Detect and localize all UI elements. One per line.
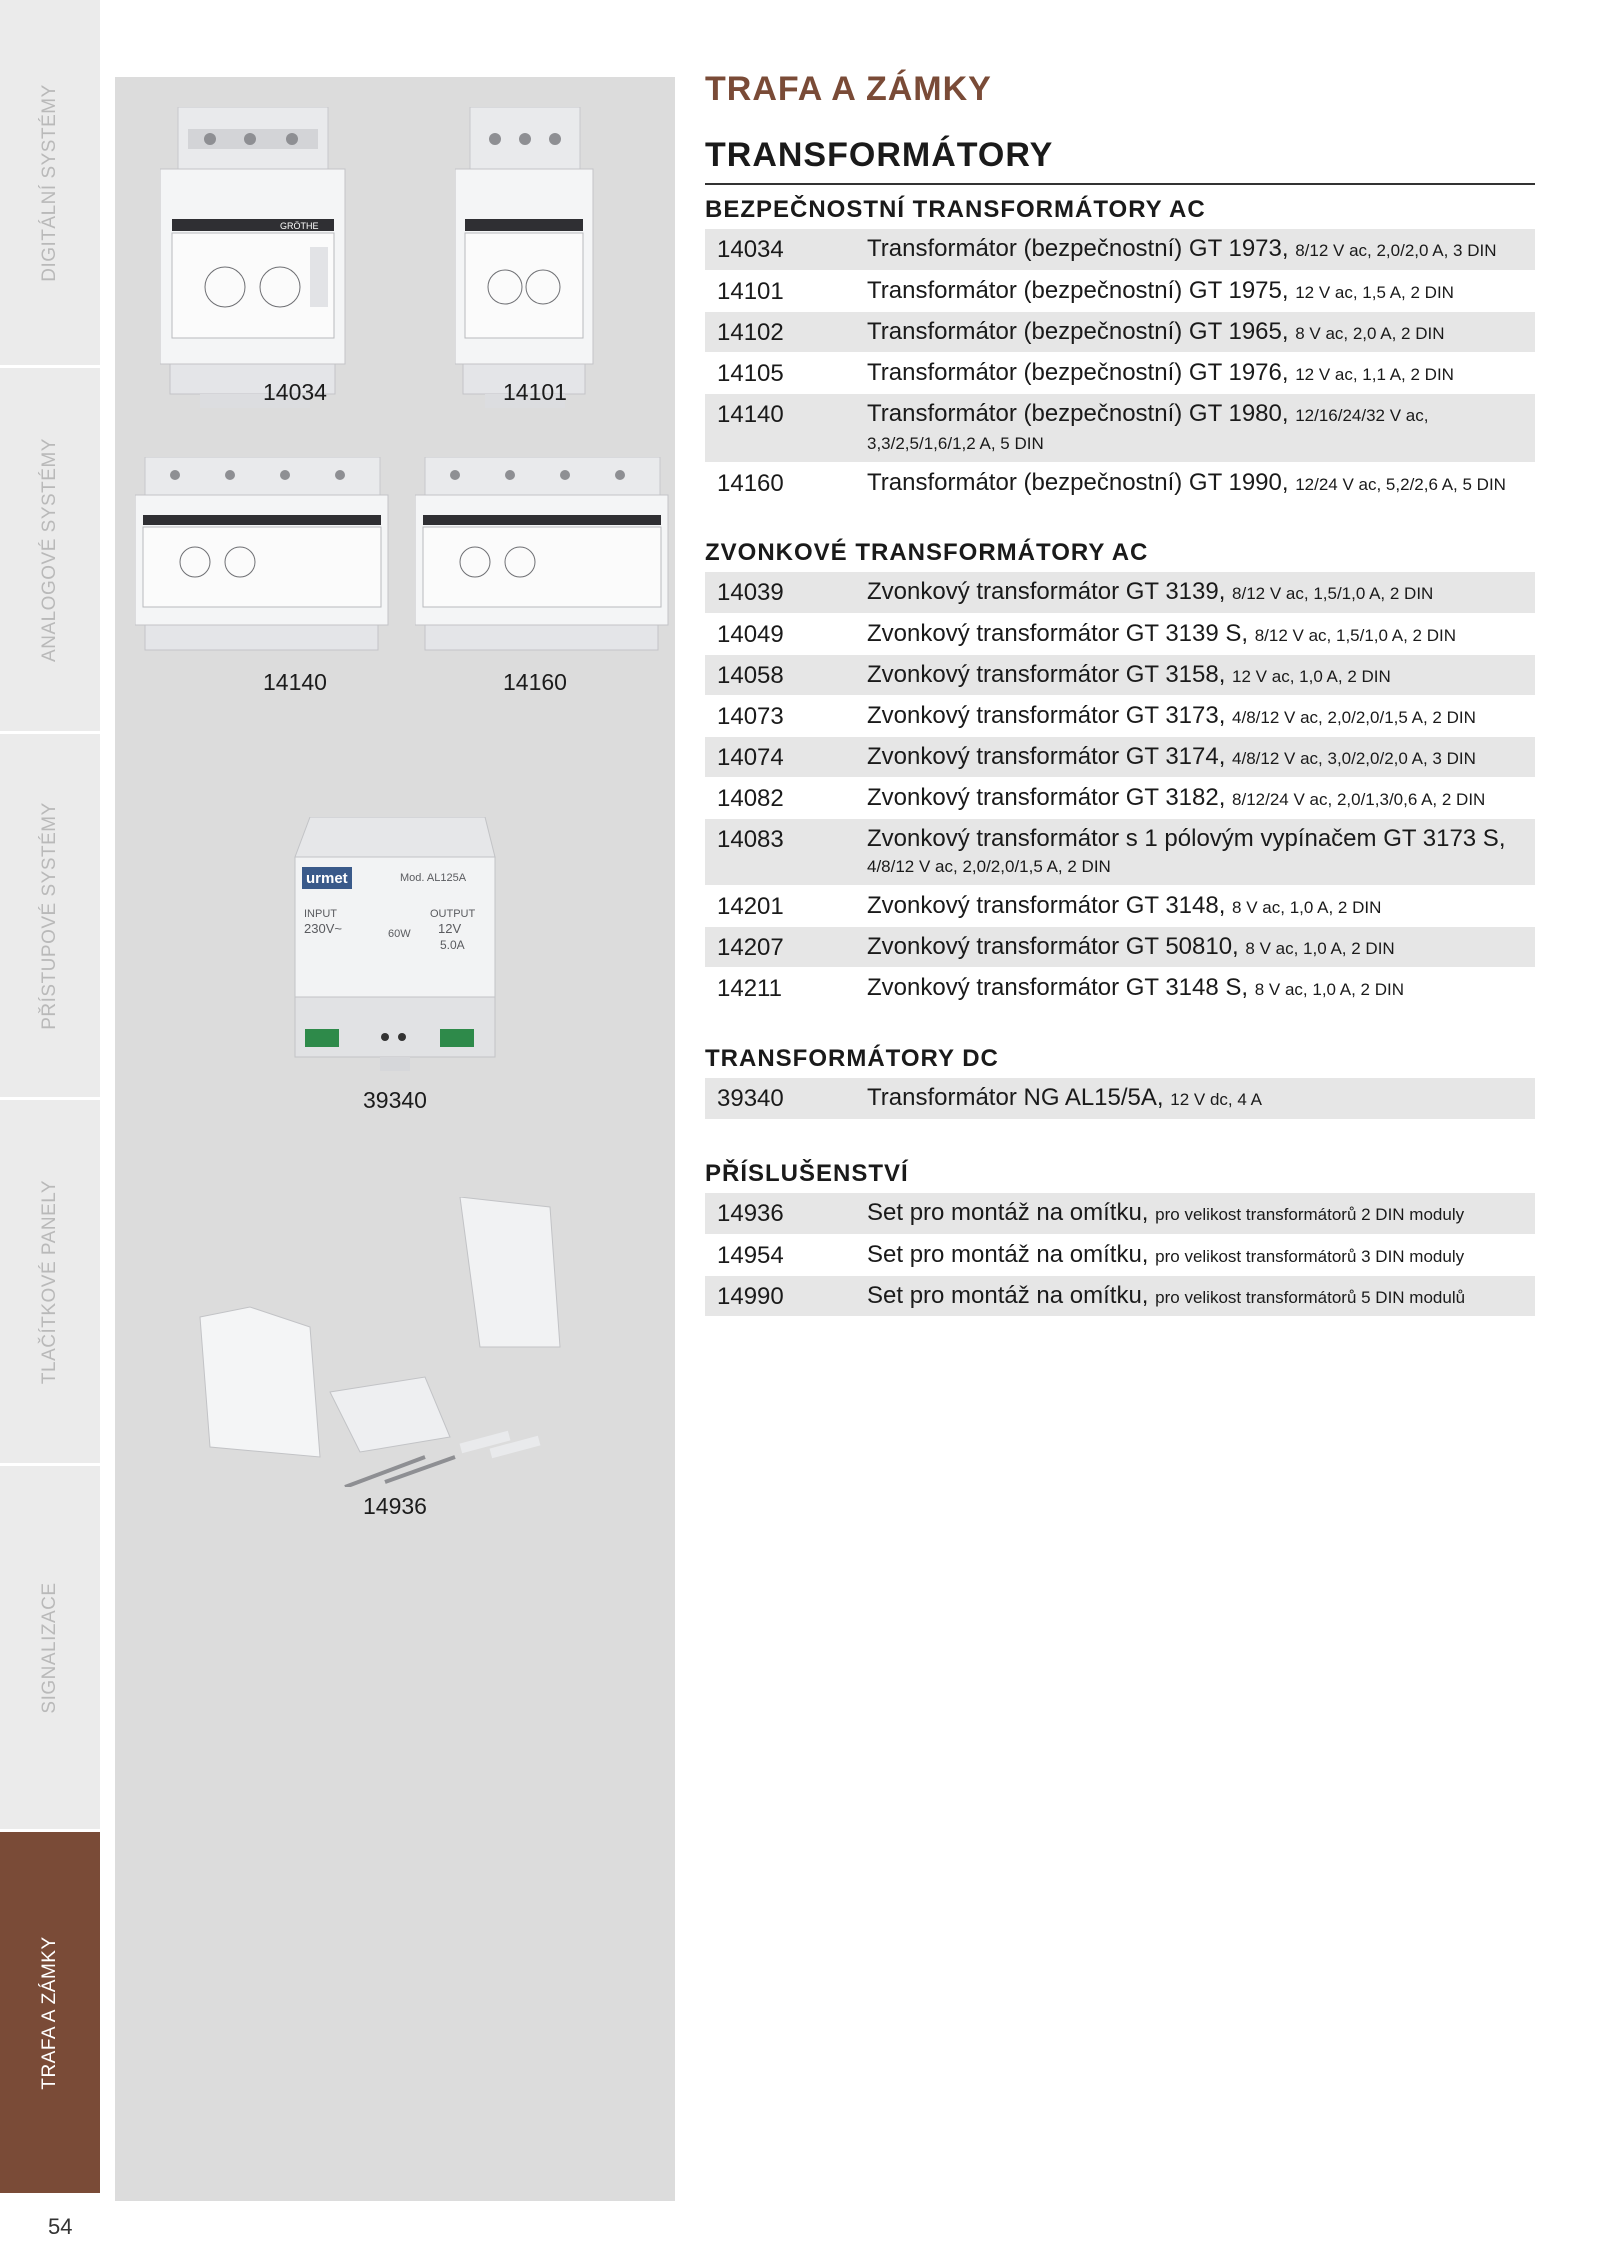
product-description: Transformátor (bezpečnostní) GT 1965, 8 V ac, 2,0 A, 2 DIN xyxy=(867,318,1445,345)
page-number: 54 xyxy=(48,2214,73,2239)
product-description: Set pro montáž na omítku, pro velikost transformátorů 2 DIN moduly xyxy=(867,1199,1465,1226)
product-description: Set pro montáž na omítku, pro velikost transformátorů 5 DIN modulů xyxy=(867,1282,1466,1309)
group-heading: TRANSFORMÁTORY DC xyxy=(705,1045,999,1072)
product-code: 14083 xyxy=(717,826,784,853)
transformer-14140-image xyxy=(135,457,390,662)
product-code: 14102 xyxy=(717,319,784,346)
group-heading: PŘÍSLUŠENSTVÍ xyxy=(705,1160,909,1187)
product-description: Zvonkový transformátor GT 3173, 4/8/12 V ac, 2,0/2,0/1,5 A, 2 DIN xyxy=(867,702,1476,729)
product-description: Zvonkový transformátor GT 50810, 8 V ac, 1,0 A, 2 DIN xyxy=(867,933,1395,960)
product-description: Transformátor (bezpečnostní) GT 1980, 12/16/24/32 V ac, 3,3/2,5/1,6/1,2 A, 5 DIN xyxy=(867,400,1429,453)
table-row xyxy=(705,1275,1535,1316)
group-heading: ZVONKOVÉ TRANSFORMÁTORY AC xyxy=(705,539,1149,566)
caption-14101: 14101 xyxy=(503,379,567,405)
input-text: INPUT xyxy=(304,908,337,920)
caption-14160: 14160 xyxy=(503,669,567,695)
tab-label: SIGNALIZACE xyxy=(39,1581,60,1714)
table-row xyxy=(705,654,1535,695)
product-code: 14160 xyxy=(717,470,784,497)
model-text: Mod. AL125A xyxy=(400,872,467,884)
product-code: 14105 xyxy=(717,360,784,387)
tab-pristupove-systemy[interactable] xyxy=(0,734,100,1100)
table-row xyxy=(705,229,1535,270)
table-row xyxy=(705,311,1535,352)
product-description: Set pro montáž na omítku, pro velikost transformátorů 3 DIN moduly xyxy=(867,1241,1465,1268)
group-heading: BEZPEČNOSTNÍ TRANSFORMÁTORY AC xyxy=(705,196,1206,223)
table-row xyxy=(705,352,1535,393)
tab-tlacitkove-panely[interactable] xyxy=(0,1100,100,1466)
product-description: Zvonkový transformátor GT 3148, 8 V ac, 1,0 A, 2 DIN xyxy=(867,892,1382,919)
mounting-set-14936-image xyxy=(190,1197,620,1487)
table-row xyxy=(705,926,1535,967)
table-row xyxy=(705,885,1535,926)
product-code: 14201 xyxy=(717,893,784,920)
table-row xyxy=(705,270,1535,311)
product-image-panel xyxy=(115,77,675,2201)
product-description: Transformátor (bezpečnostní) GT 1976, 12 V ac, 1,1 A, 2 DIN xyxy=(867,359,1454,386)
product-description: Zvonkový transformátor GT 3148 S, 8 V ac, 1,0 A, 2 DIN xyxy=(867,974,1405,1001)
tab-trafa-a-zamky[interactable] xyxy=(0,1832,100,2193)
section-title: TRAFA A ZÁMKY xyxy=(705,70,992,108)
brand-text: urmet xyxy=(306,870,348,887)
product-description: Zvonkový transformátor GT 3139, 8/12 V ac, 1,5/1,0 A, 2 DIN xyxy=(867,578,1434,605)
product-code: 14207 xyxy=(717,934,784,961)
caption-14140: 14140 xyxy=(263,669,327,695)
group-bezpecnostni xyxy=(705,191,1535,503)
table-row xyxy=(705,1078,1535,1119)
table-row xyxy=(705,818,1535,885)
product-description: Transformátor (bezpečnostní) GT 1975, 12 V ac, 1,5 A, 2 DIN xyxy=(867,277,1454,304)
input-voltage-text: 230V~ xyxy=(304,921,342,936)
tab-signalizace[interactable] xyxy=(0,1466,100,1832)
product-code: 14211 xyxy=(717,975,782,1002)
tab-digitalni-systemy[interactable] xyxy=(0,0,100,368)
tab-label: TRAFA A ZÁMKY xyxy=(39,1935,60,2090)
group-prislusenstvi xyxy=(705,1155,1535,1316)
page-title: TRANSFORMÁTORY xyxy=(705,136,1054,174)
product-description: Zvonkový transformátor GT 3158, 12 V ac, 1,0 A, 2 DIN xyxy=(867,661,1391,688)
product-code: 14140 xyxy=(717,401,784,428)
product-code: 39340 xyxy=(717,1085,784,1112)
group-transformatory-dc xyxy=(705,1040,1535,1119)
table-row xyxy=(705,777,1535,818)
power-text: 60W xyxy=(388,928,411,940)
product-code: 14954 xyxy=(717,1242,784,1269)
side-tab-strip xyxy=(0,0,100,2193)
product-code: 14936 xyxy=(717,1200,784,1227)
table-row xyxy=(705,462,1535,503)
table-row xyxy=(705,736,1535,777)
tab-analogove-systemy[interactable] xyxy=(0,368,100,734)
product-code: 14058 xyxy=(717,662,784,689)
table-row xyxy=(705,572,1535,613)
transformer-14160-image xyxy=(415,457,670,662)
tab-label: ANALOGOVÉ SYSTÉMY xyxy=(39,437,60,662)
title-divider xyxy=(705,183,1535,185)
table-row xyxy=(705,1234,1535,1275)
product-code: 14990 xyxy=(717,1283,784,1310)
group-zvonkove xyxy=(705,534,1535,1008)
transformer-14034-image xyxy=(160,107,350,422)
power-supply-39340-image xyxy=(290,817,500,1087)
product-description: Zvonkový transformátor GT 3174, 4/8/12 V ac, 3,0/2,0/2,0 A, 3 DIN xyxy=(867,743,1476,770)
product-code: 14039 xyxy=(717,579,784,606)
table-row xyxy=(705,393,1535,462)
product-code: 14073 xyxy=(717,703,784,730)
product-description: Zvonkový transformátor GT 3139 S, 8/12 V ac, 1,5/1,0 A, 2 DIN xyxy=(867,620,1457,647)
product-description: Zvonkový transformátor s 1 pólovým vypínačem GT 3173 S, 4/8/12 V ac, 2,0/2,0/1,5 A, 2 DIN xyxy=(867,825,1506,876)
output-voltage-text: 12V xyxy=(438,921,462,936)
table-row xyxy=(705,695,1535,736)
tab-label: TLAČÍTKOVÉ PANELY xyxy=(39,1179,60,1384)
tab-label: DIGITÁLNÍ SYSTÉMY xyxy=(39,83,60,282)
table-row xyxy=(705,1193,1535,1234)
transformer-14101-image xyxy=(455,107,595,422)
brand-text: GRÖTHE xyxy=(280,221,319,231)
product-description: Transformátor NG AL15/5A, 12 V dc, 4 A xyxy=(867,1084,1262,1111)
table-row xyxy=(705,967,1535,1008)
tab-label: PŘÍSTUPOVÉ SYSTÉMY xyxy=(39,801,60,1030)
product-description: Transformátor (bezpečnostní) GT 1973, 8/12 V ac, 2,0/2,0 A, 3 DIN xyxy=(867,235,1497,262)
product-code: 14074 xyxy=(717,744,784,771)
product-code: 14049 xyxy=(717,621,784,648)
product-code: 14034 xyxy=(717,236,784,263)
product-description: Transformátor (bezpečnostní) GT 1990, 12/24 V ac, 5,2/2,6 A, 5 DIN xyxy=(867,469,1506,496)
product-code: 14101 xyxy=(717,278,784,305)
table-row xyxy=(705,613,1535,654)
product-description: Zvonkový transformátor GT 3182, 8/12/24 V ac, 2,0/1,3/0,6 A, 2 DIN xyxy=(867,784,1486,811)
output-current-text: 5.0A xyxy=(440,938,465,952)
caption-14034: 14034 xyxy=(263,379,327,405)
output-text: OUTPUT xyxy=(430,908,476,920)
caption-14936: 14936 xyxy=(363,1493,427,1519)
product-code: 14082 xyxy=(717,785,784,812)
caption-39340: 39340 xyxy=(363,1087,427,1113)
